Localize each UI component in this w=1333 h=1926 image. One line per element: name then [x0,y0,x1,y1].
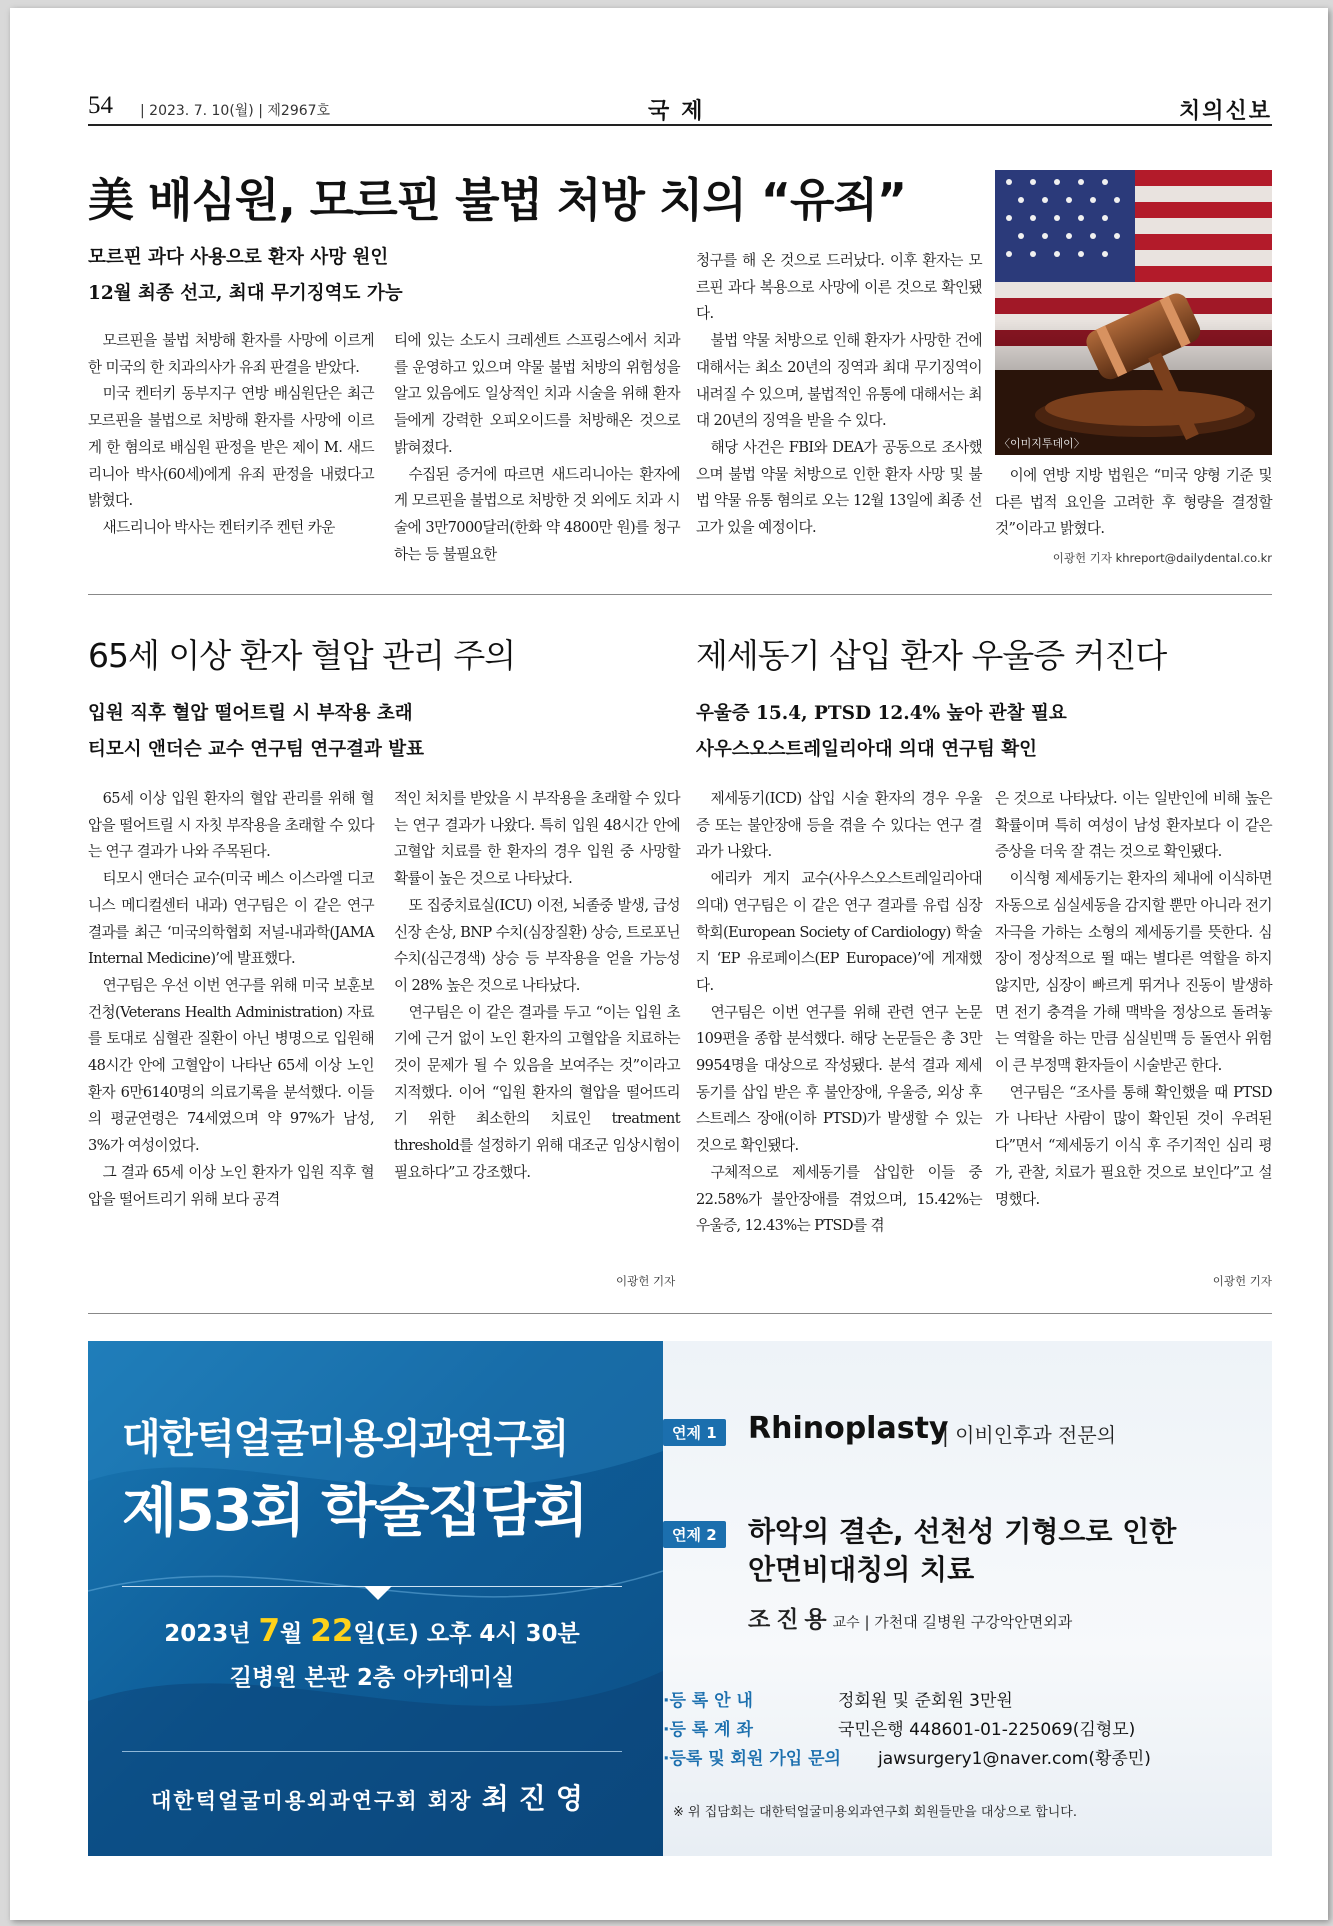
article2-title: 65세 이상 환자 혈압 관리 주의 [88,636,516,675]
paragraph: 또 집중치료실(ICU) 이전, 뇌졸중 발생, 급성 신장 손상, BNP 수치(심장질환) 상승, 트로포닌 수치(심근경색) 상승 등 부작용을 얻을 가능성이 28% 높은 것으로 나타났다. [394,896,680,994]
paragraph: 티모시 앤더슨 교수(미국 베스 이스라엘 디코니스 메디컬센터 내과) 연구팀은 이 같은 연구 결과를 최근 ‘미국의학협회 저널-내과학(JAMA Internal Medicine)’에 발표했다. [88,870,374,968]
info-value: jawsurgery1@naver.com(황종민) [878,1749,1151,1769]
issue-date: | 2023. 7. 10(월) | 제2967호 [140,103,331,119]
lecture1-desc: | 이비인후과 전문의 [942,1423,1117,1447]
paragraph: 해당 사건은 FBI와 DEA가 공동으로 조사했으며 불법 약물 처방으로 인한 환자 사망 및 불법 약물 유통 혐의로 오는 12월 13일에 최종 선고가 있을 예정이다. [696,438,982,537]
info-key: ·등 록 계 좌 [663,1720,753,1740]
article2-subtitle-1: 입원 직후 혈압 떨어트릴 시 부작용 초래 [88,703,413,724]
info-key: ·등 록 안 내 [663,1691,753,1711]
article1-column-3 [696,248,982,542]
triangle-down-icon [364,1586,392,1600]
paragraph: 불법 약물 처방으로 인해 환자가 사망한 건에 대해서는 최소 20년의 징역과 최대 무기징역이 내려질 수 있으며, 불법적인 유통에 대해서는 최대 20년의 징역을 받을 수 있다. [696,332,982,430]
ad-meeting-title: 제53회 학술집담회 [122,1478,587,1544]
section-divider [88,594,1272,595]
article1-subtitle-2: 12월 최종 선고, 최대 무기징역도 가능 [88,283,403,304]
paragraph: 제세동기(ICD) 삽입 시술 환자의 경우 우울증 또는 불안장애 등을 겪을 수 있다는 연구 결과가 나왔다. [696,790,982,861]
ad-date [122,1613,622,1649]
ad-right-panel [663,1341,1272,1856]
paragraph: 청구를 해 온 것으로 드러났다. 이후 환자는 모르핀 과다 복용으로 사망에 이른 것으로 확인됐다. [696,252,982,323]
article1-column-4 [995,463,1272,543]
article2-column-1 [88,786,374,1213]
speaker-affiliation: | 가천대 길병원 구강악안면외과 [859,1613,1073,1631]
paragraph: 수집된 증거에 따르면 새드리니아는 환자에게 모르핀을 불법으로 처방한 것 외에도 치과 시술에 3만7000달러(한화 약 4800만 원)를 청구하는 등 불필요한 [394,465,680,563]
date-time: 일(토) 오후 4시 30분 [353,1621,580,1647]
paragraph: 구체적으로 제세동기를 삽입한 이들 중 22.58%가 불안장애를 겪었으며, 15.42%는 우울증, 12.43%는 PTSD를 겪 [696,1163,982,1235]
date-month: 7 [258,1613,281,1649]
paragraph: 연구팀은 우선 이번 연구를 위해 미국 보훈보건청(Veterans Health Administration) 자료를 토대로 심혈관 질환이 아닌 병명으로 입원해 48시간 안에 고혈압이 나타난 65세 이상 노인 환자 6만6140명의 의료기록을 분석했다. 이들의 평균연령은 74세였으며 약 97%가 남성, 3%가 여성이었다. [88,976,374,1155]
ad-organization: 대한턱얼굴미용외과연구회 [122,1416,568,1462]
ad-president [122,1777,622,1817]
date-day: 22 [310,1613,354,1649]
info-value: 정회원 및 준회원 3만원 [838,1691,1013,1711]
gavel-flag-photo [995,170,1272,455]
article1-subtitle-1: 모르핀 과다 사용으로 환자 사망 원인 [88,247,389,268]
article1-column-2 [394,328,680,568]
section-name: 국제 [648,99,715,124]
page-number: 54 [88,92,113,119]
paragraph: 65세 이상 입원 환자의 혈압 관리를 위해 혈압을 떨어트릴 시 자칫 부작용을 초래할 수 있다는 연구 결과가 나와 주목된다. [88,790,374,861]
info-account [663,1715,1135,1740]
article3-column-1 [696,786,982,1240]
paragraph: 모르핀을 불법 처방해 환자를 사망에 이르게 한 미국의 한 치과의사가 유죄 판결을 받았다. [88,332,374,376]
paragraph: 티에 있는 소도시 크레센트 스프링스에서 치과를 운영하고 있으며 약물 불법 처방의 위험성을 알고 있음에도 일상적인 치과 시술을 위해 환자들에게 강력한 오피오이드를 처방해온 것으로 밝혀졌다. [394,332,680,456]
info-value: 국민은행 448601-01-225069(김형모) [838,1720,1136,1740]
paragraph: 연구팀은 이 같은 결과를 두고 “이는 입원 초기에 근거 없이 노인 환자의 고혈압을 치료하는 것이 문제가 될 수 있음을 보여주는 것”이라고 지적했다. 이어 “입원 환자의 혈압을 떨어뜨리기 위한 최소한의 치료인 treatment threshold를 설정하기 위해 대조군 임상시험이 필요하다”고 강조했다. [394,1003,680,1181]
lecture1-title: Rhinoplasty [748,1411,949,1446]
paragraph: 은 것으로 나타났다. 이는 일반인에 비해 높은 확률이며 특히 여성이 남성 환자보다 이 같은 증상을 더욱 잘 겪는 것으로 확인됐다. [995,790,1272,861]
advertisement-banner [88,1341,1272,1856]
article1-column-1 [88,328,374,542]
ad-venue: 길병원 본관 2층 아카데미실 [229,1665,515,1691]
ad-left-panel [88,1341,663,1856]
article3-column-2 [995,786,1272,1213]
speaker-title: 교수 [832,1615,860,1631]
article3-subtitle-2: 사우스오스트레일리아대 의대 연구팀 확인 [696,739,1038,760]
paragraph: 미국 켄터키 동부지구 연방 배심원단은 최근 모르핀을 불법으로 처방해 환자를 사망에 이르게 한 혐의로 배심원 판정을 받은 제이 M. 새드리니아 박사(60세)에게 유죄 판정을 내렸다고 밝혔다. [88,385,374,510]
date-month-unit: 월 [280,1621,311,1647]
lecture2-title [748,1513,1176,1589]
ad-divider [88,1313,1272,1314]
article2-byline: 이광헌 기자 [616,1274,676,1288]
ad-note: ※ 위 집담회는 대한턱얼굴미용외과연구회 회원들만을 대상으로 합니다. [673,1805,1078,1820]
photo-caption: 〈이미지투데이〉 [999,437,1085,450]
info-contact [663,1744,1151,1769]
president-name: 최진영 [481,1782,593,1815]
lecture2-title-line2: 안면비대칭의 치료 [748,1553,975,1586]
gavel-image [995,170,1272,455]
article3-byline: 이광헌 기자 [1212,1274,1272,1288]
lecture2-title-line1: 하악의 결손, 선천성 기형으로 인한 [748,1515,1177,1548]
ad-divider-line-2 [122,1751,622,1752]
lecture1-badge: 연제 1 [663,1419,726,1446]
newspaper-page [10,8,1328,1920]
paragraph: 이에 연방 지방 법원은 “미국 양형 기준 및 다른 법적 요인을 고려한 후 형량을 결정할 것”이라고 밝혔다. [995,467,1272,538]
article2-subtitle-2: 티모시 앤더슨 교수 연구팀 연구결과 발표 [88,739,425,760]
info-key: ·등록 및 회원 가입 문의 [663,1749,841,1769]
paragraph: 연구팀은 “조사를 통해 확인했을 때 PTSD가 나타난 사람이 많이 확인된 것이 우려된다”면서 “제세동기 이식 후 주기적인 심리 평가, 관찰, 치료가 필요한 것으로 보인다”고 설명했다. [995,1083,1272,1208]
paragraph: 연구팀은 이번 연구를 위해 관련 연구 논문 109편을 종합 분석했다. 해당 논문들은 총 3만9954명을 대상으로 작성됐다. 분석 결과 제세동기를 삽입 받은 후 불안장애, 우울증, 외상 후 스트레스 장애(이하 PTSD)가 발생할 수 있는 것으로 확인됐다. [696,1003,982,1155]
article3-subtitle-1: 우울증 15.4, PTSD 12.4% 높아 관찰 필요 [696,703,1067,724]
lecture2-speaker [748,1601,1072,1634]
page-header [88,92,1272,126]
lecture2-badge: 연제 2 [663,1521,726,1548]
article1-title: 美 배심원, 모르핀 불법 처방 치의 “유죄” [88,173,907,227]
paragraph: 에리카 게지 교수(사우스오스트레일리아대 의대) 연구팀은 이 같은 연구 결과를 유럽 심장학회(European Society of Cardiology) 학술지 ‘EP 유로페이스(EP Europace)’에 게재했다. [696,870,982,994]
newspaper-name: 치의신보 [1178,99,1272,124]
president-label: 대한턱얼굴미용외과연구회 회장 [151,1789,482,1813]
paragraph: 그 결과 65세 이상 노인 환자가 입원 직후 혈압을 떨어트리기 위해 보다 공격 [88,1163,374,1208]
date-year: 2023년 [164,1621,259,1647]
paragraph: 새드리니아 박사는 켄터키주 켄턴 카운 [102,518,335,536]
article1-byline: 이광헌 기자 khreport@dailydental.co.kr [1052,551,1272,565]
paragraph: 적인 처치를 받았을 시 부작용을 초래할 수 있다는 연구 결과가 나왔다. 특히 입원 48시간 안에 고혈압 치료를 한 환자의 경우 입원 중 사망할 확률이 높은 것으로 나타났다. [394,790,680,888]
paragraph: 이식형 제세동기는 환자의 체내에 이식하면 자동으로 심실세동을 감지할 뿐만 아니라 전기자극을 가하는 소형의 제세동기를 뜻한다. 심장이 정상적으로 뛸 때는 별다른 역할을 하지 않지만, 심장이 빠르게 뛰거나 진동이 발생하면 전기 충격을 가해 맥박을 정상으로 돌려놓는 역할을 하는 만큼 심실빈맥 등 돌연사 위험이 큰 부정맥 환자들이 시술받곤 한다. [995,870,1272,1075]
speaker-name: 조진용 [748,1607,833,1633]
article2-column-2 [394,786,680,1187]
info-registration [663,1686,1013,1711]
article3-title: 제세동기 삽입 환자 우울증 커진다 [696,636,1167,675]
